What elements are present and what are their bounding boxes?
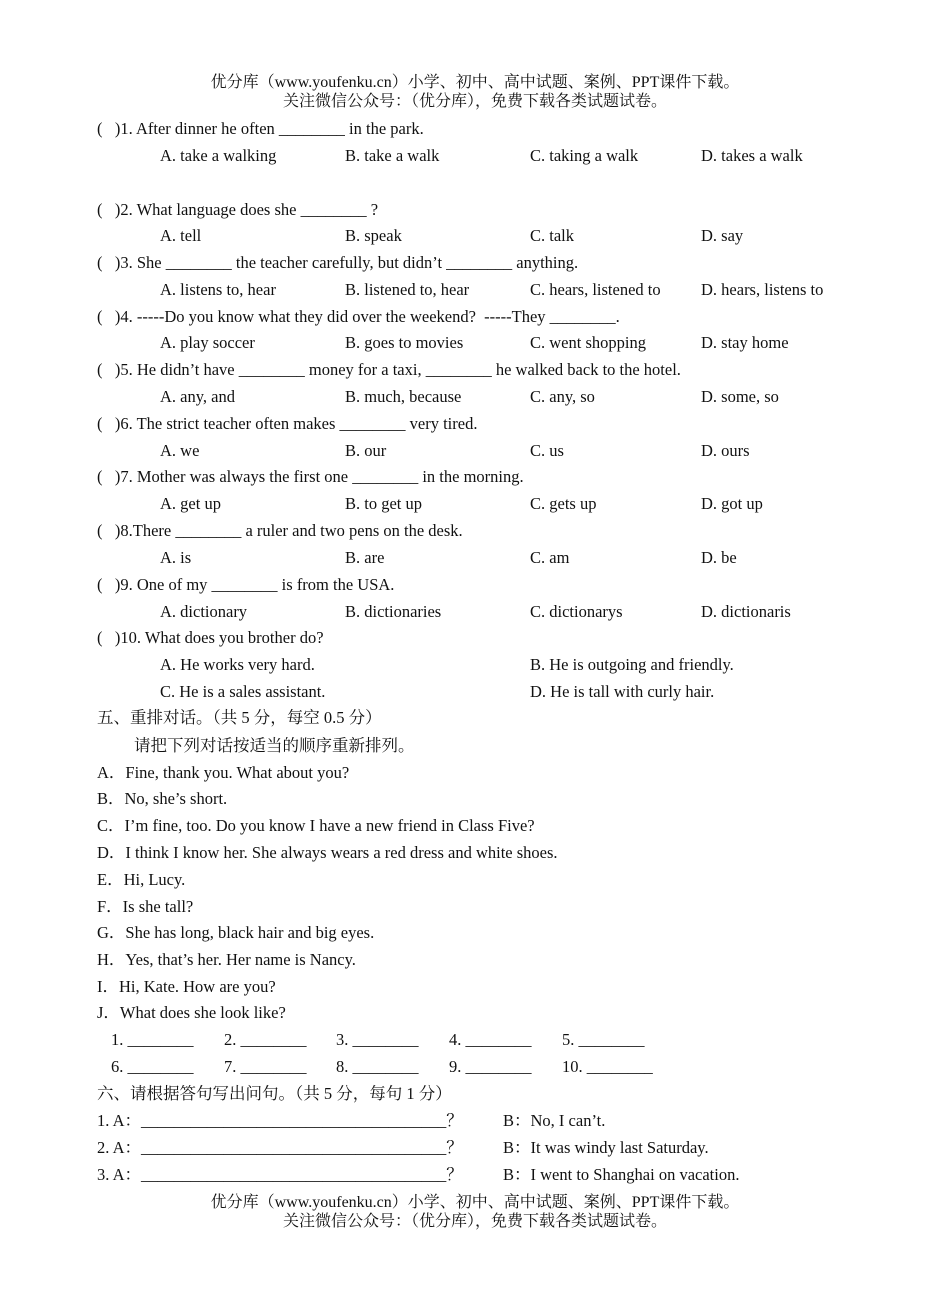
q5-option-b: B. much, because: [345, 387, 462, 406]
q8-option-b: B. are: [345, 548, 385, 567]
q9-option-a: A. dictionary: [160, 602, 248, 621]
dialogue-item-d: D．I think I know her. She always wears a red dress and white shoes.: [97, 843, 558, 862]
q8-option-d: D. be: [701, 548, 737, 567]
q7-option-a: A. get up: [160, 494, 221, 513]
footer-line-1: 优分库（www.youfenku.cn）小学、初中、高中试题、案例、PPT课件下载。: [210, 1194, 740, 1211]
question-stem-6: ( )6. The strict teacher often makes ________ very tired.: [97, 414, 478, 433]
dialogue-item-a: A．Fine, thank you. What about you?: [97, 763, 350, 782]
q2-option-a: A. tell: [160, 226, 202, 245]
dialogue-item-j: J．What does she look like?: [97, 1003, 286, 1022]
header-line-2: 关注微信公众号：（优分库），免费下载各类试题试卷。: [282, 93, 667, 110]
q7-option-b: B. to get up: [345, 494, 422, 513]
q5-option-c: C. any, so: [530, 387, 595, 406]
section6-answer-3: B：I went to Shanghai on vacation.: [503, 1165, 740, 1184]
answer-blank-8[interactable]: 8. ________: [336, 1057, 419, 1076]
q5-option-d: D. some, so: [701, 387, 779, 406]
q7-option-d: D. got up: [701, 494, 763, 513]
question-stem-1: ( )1. After dinner he often ________ in the park.: [97, 119, 424, 138]
q8-option-a: A. is: [160, 548, 192, 567]
question-stem-5: ( )5. He didn’t have ________ money for a taxi, ________ he walked back to the hotel.: [97, 360, 681, 379]
q10-option-d: D. He is tall with curly hair.: [530, 682, 715, 701]
q9-option-d: D. dictionaris: [701, 602, 791, 621]
q4-option-d: D. stay home: [701, 333, 789, 352]
q4-option-c: C. went shopping: [530, 333, 646, 352]
q1-option-a: A. take a walking: [160, 146, 277, 165]
page-footer: [0, 1193, 950, 1231]
question-stem-2: ( )2. What language does she ________ ?: [97, 200, 379, 219]
dialogue-item-h: H．Yes, that’s her. Her name is Nancy.: [97, 950, 356, 969]
question-stem-10: ( )10. What does you brother do?: [97, 628, 324, 647]
q2-option-c: C. talk: [530, 226, 574, 245]
q3-option-d: D. hears, listens to: [701, 280, 824, 299]
q8-option-c: C. am: [530, 548, 570, 567]
question-stem-3: ( )3. She ________ the teacher carefully, but didn’t ________ anything.: [97, 253, 579, 272]
answer-blank-2[interactable]: 2. ________: [224, 1030, 307, 1049]
answer-blank-3[interactable]: 3. ________: [336, 1030, 419, 1049]
q3-option-a: A. listens to, hear: [160, 280, 276, 299]
answer-blank-4[interactable]: 4. ________: [449, 1030, 532, 1049]
q6-option-d: D. ours: [701, 441, 750, 460]
question-stem-7: ( )7. Mother was always the first one ________ in the morning.: [97, 467, 524, 486]
q1-option-b: B. take a walk: [345, 146, 440, 165]
q6-option-c: C. us: [530, 441, 564, 460]
section6-answer-1: B：No, I can’t.: [503, 1111, 606, 1130]
q4-option-b: B. goes to movies: [345, 333, 464, 352]
section6-question-2[interactable]: 2. A：_____________________________________？: [97, 1138, 463, 1157]
q3-option-c: C. hears, listened to: [530, 280, 661, 299]
answer-blank-5[interactable]: 5. ________: [562, 1030, 645, 1049]
q2-option-b: B. speak: [345, 226, 402, 245]
dialogue-item-f: F．Is she tall?: [97, 897, 194, 916]
section5-title: 五、重排对话。（共 5 分，每空 0.5 分）: [97, 708, 382, 727]
dialogue-item-b: B．No, she’s short.: [97, 789, 228, 808]
question-stem-8: ( )8.There ________ a ruler and two pens on the desk.: [97, 521, 463, 540]
q6-option-a: A. we: [160, 441, 200, 460]
answer-blank-10[interactable]: 10. ________: [562, 1057, 653, 1076]
answer-blank-6[interactable]: 6. ________: [111, 1057, 194, 1076]
dialogue-item-c: C．I’m fine, too. Do you know I have a new friend in Class Five?: [97, 816, 535, 835]
answer-blank-9[interactable]: 9. ________: [449, 1057, 532, 1076]
answer-blank-1[interactable]: 1. ________: [111, 1030, 194, 1049]
q4-option-a: A. play soccer: [160, 333, 255, 352]
q1-option-c: C. taking a walk: [530, 146, 639, 165]
q9-option-c: C. dictionarys: [530, 602, 623, 621]
section5-instruction: 请把下列对话按适当的顺序重新排列。: [134, 736, 415, 755]
page-header: [0, 73, 950, 111]
q1-option-d: D. takes a walk: [701, 146, 803, 165]
dialogue-item-e: E．Hi, Lucy.: [97, 870, 186, 889]
q10-option-b: B. He is outgoing and friendly.: [530, 655, 734, 674]
dialogue-item-g: G．She has long, black hair and big eyes.: [97, 923, 375, 942]
q10-option-c: C. He is a sales assistant.: [160, 682, 326, 701]
section6-question-3[interactable]: 3. A：_____________________________________？: [97, 1165, 463, 1184]
q10-option-a: A. He works very hard.: [160, 655, 315, 674]
header-line-1: 优分库（www.youfenku.cn）小学、初中、高中试题、案例、PPT课件下载。: [210, 74, 740, 91]
section6-title: 六、请根据答句写出问句。（共 5 分，每句 1 分）: [97, 1084, 452, 1103]
q2-option-d: D. say: [701, 226, 744, 245]
q6-option-b: B. our: [345, 441, 387, 460]
answer-blank-7[interactable]: 7. ________: [224, 1057, 307, 1076]
dialogue-item-i: I．Hi, Kate. How are you?: [97, 977, 276, 996]
question-stem-9: ( )9. One of my ________ is from the USA.: [97, 575, 395, 594]
section6-answer-2: B：It was windy last Saturday.: [503, 1138, 709, 1157]
q3-option-b: B. listened to, hear: [345, 280, 470, 299]
q9-option-b: B. dictionaries: [345, 602, 442, 621]
q7-option-c: C. gets up: [530, 494, 597, 513]
q5-option-a: A. any, and: [160, 387, 235, 406]
section6-question-1[interactable]: 1. A：_____________________________________？: [97, 1111, 463, 1130]
question-stem-4: ( )4. -----Do you know what they did over the weekend? -----They ________.: [97, 307, 620, 326]
footer-line-2: 关注微信公众号：（优分库），免费下载各类试题试卷。: [282, 1213, 667, 1230]
